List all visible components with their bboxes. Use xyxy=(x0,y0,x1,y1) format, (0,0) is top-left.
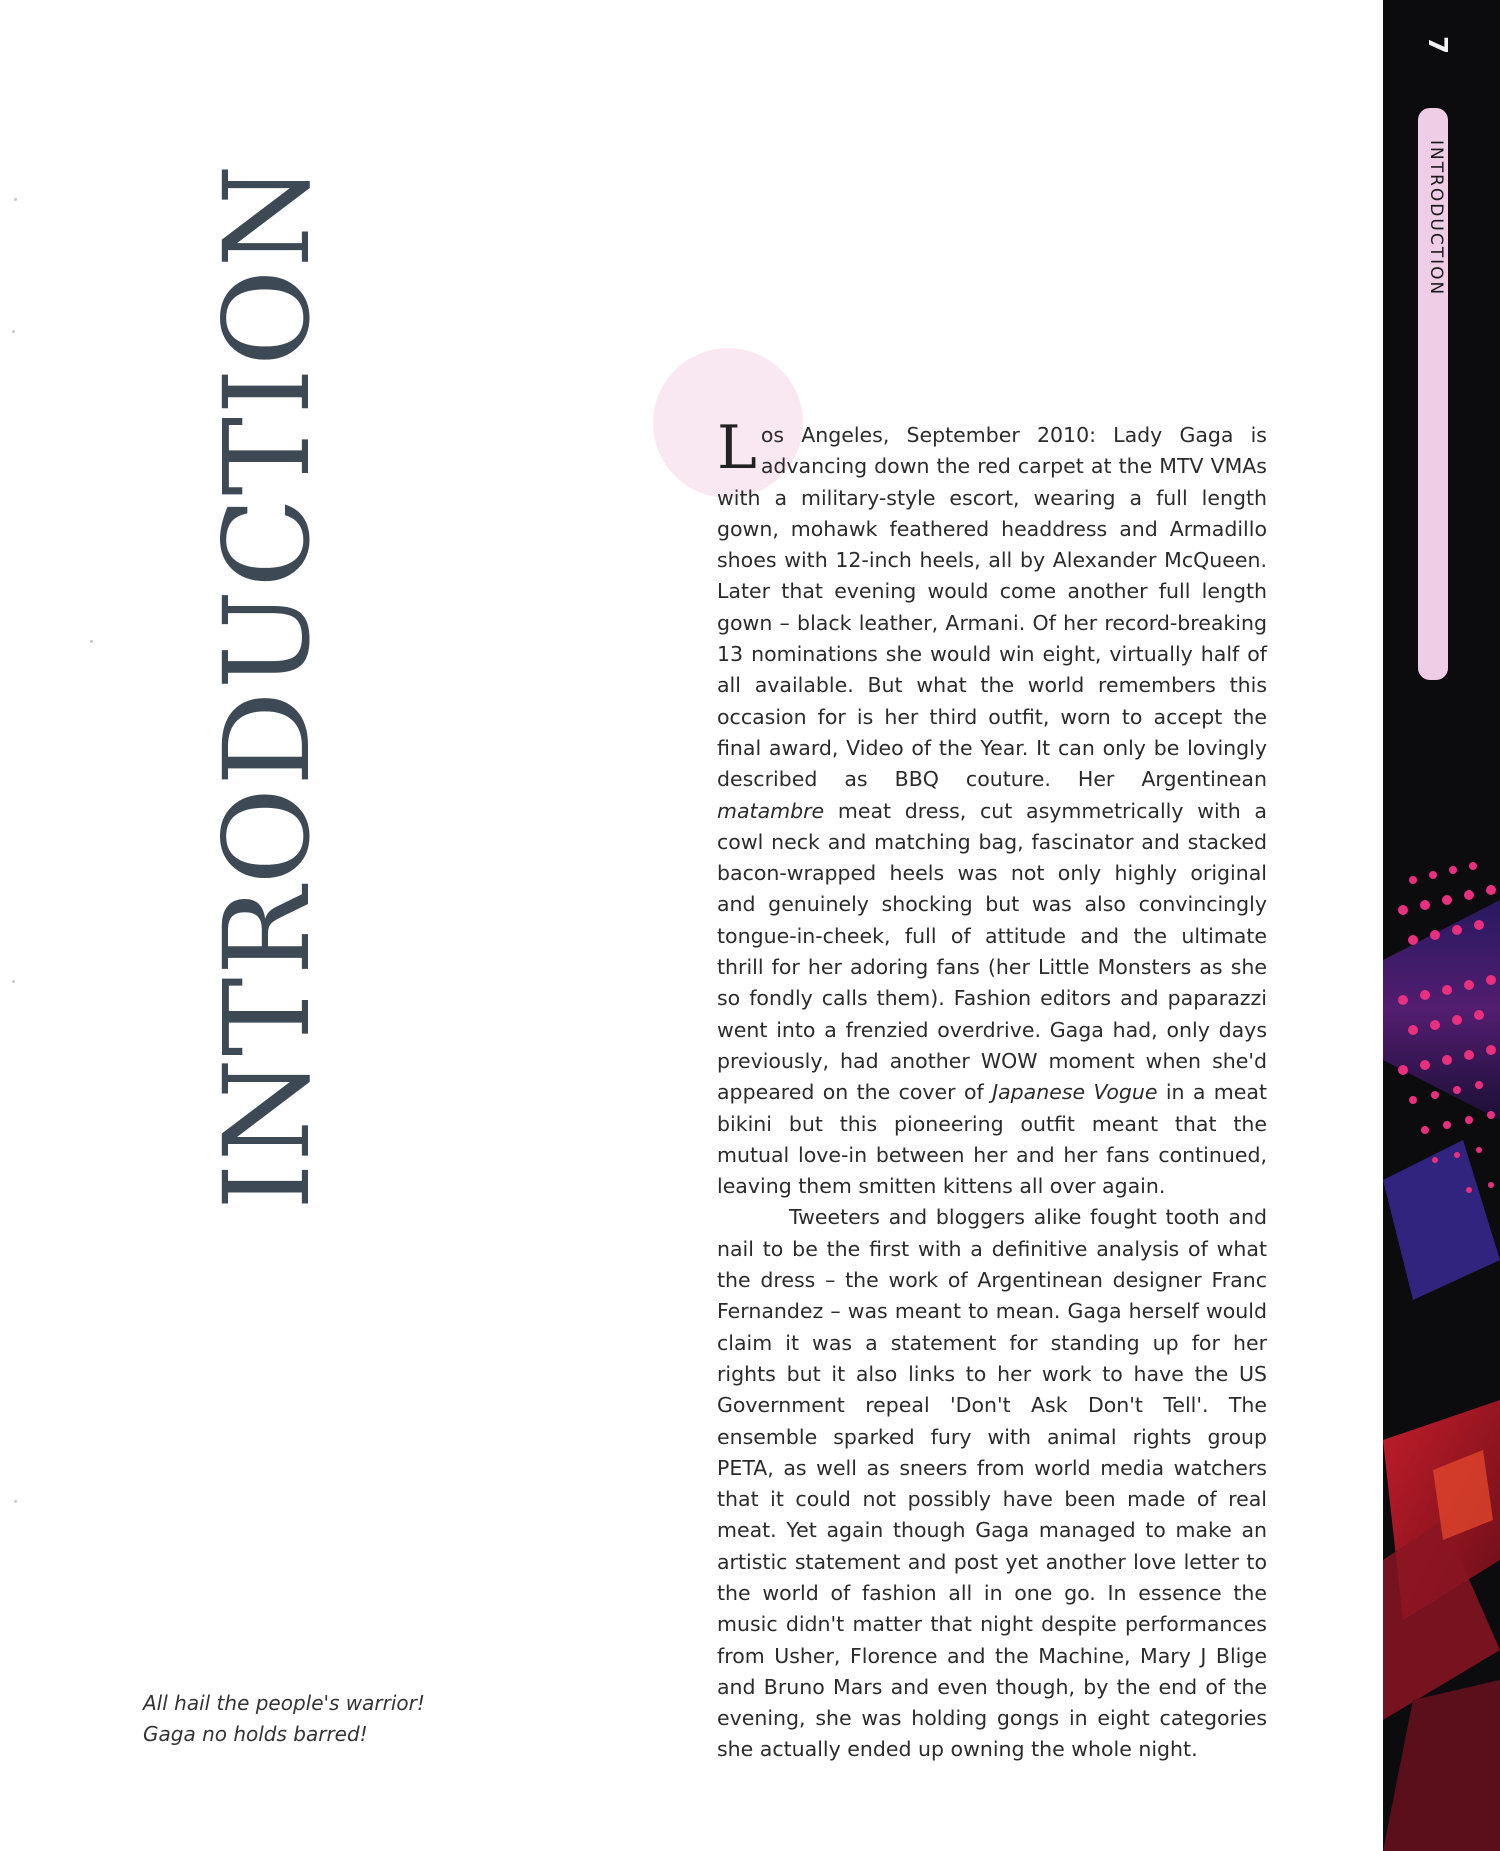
photo-caption xyxy=(143,1688,463,1750)
italic-term: matambre xyxy=(717,798,825,823)
margin-speck xyxy=(14,198,17,201)
paragraph-1-text: os Angeles, September 2010: Lady Gaga is advancing down the red carpet at the MTV VMAs with a military-style escort, wearing a full length gown, mohawk feathered headdress and Armadillo shoes with 12-inch heels, all by Alexander McQueen. Later that evening would come another full length gown – black leather, Armani. Of her record-breaking 13 nominations she would win eight, virtually half of all available. But what the world remembers this occasion for is her third outfit, worn to accept the final award, Video of the Year. It can only be lovingly described as BBQ couture. Her Argentinean xyxy=(717,423,1267,792)
paragraph-1-text-end: in a meat bikini but this pioneering outfit meant that the mutual love-in between her and her fans continued, leaving them smitten kittens all over again. xyxy=(717,1080,1267,1199)
margin-speck xyxy=(90,640,93,643)
paragraph-1-text-mid: meat dress, cut asymmetrically with a cowl neck and matching bag, fascinator and stacked bacon-wrapped heels was not only highly original and genuinely shocking but was also convincingly tongue-in-cheek, full of attitude and the ultimate thrill for her adoring fans (her Little Monsters as she so fondly calls them). Fashion editors and paparazzi went into a frenzied overdrive. Gaga had, only days previously, had another WOW moment when she'd appeared on the cover of xyxy=(717,798,1267,1105)
margin-speck xyxy=(14,1500,17,1503)
margin-speck xyxy=(12,330,15,333)
chapter-title: INTRODUCTION xyxy=(198,162,336,1210)
running-head: INTRODUCTION xyxy=(1426,140,1446,297)
italic-magazine: Japanese Vogue xyxy=(992,1080,1158,1105)
margin-speck xyxy=(12,980,15,983)
dropcap: L xyxy=(717,413,757,483)
caption-line-2: Gaga no holds barred! xyxy=(143,1722,368,1746)
paragraph-2: Tweeters and bloggers alike fought tooth and nail to be the first with a definitive analysis of what the dress – the work of Argentinean designer Franc Fernandez – was meant to mean. Gaga herself would claim it was a statement for standing up for her rights but it also links to her work to have the US Government repeal 'Don't Ask Don't Tell'. The ensemble sparked fury with animal rights group PETA, as well as sneers from world media watchers that it could not possibly have been made of real meat. Yet again though Gaga managed to make an artistic statement and post yet another love letter to the world of fashion all in one go. In essence the music didn't matter that night despite performances from Usher, Florence and the Machine, Mary J Blige and Bruno Mars and even though, by the end of the evening, she was holding gongs in eight categories she actually ended up owning the whole night. xyxy=(717,1205,1267,1762)
page-number: 7 xyxy=(1422,35,1453,55)
body-text xyxy=(717,413,1267,1766)
paragraph-1 xyxy=(717,413,1267,1202)
caption-line-1: All hail the people's warrior! xyxy=(143,1691,425,1715)
